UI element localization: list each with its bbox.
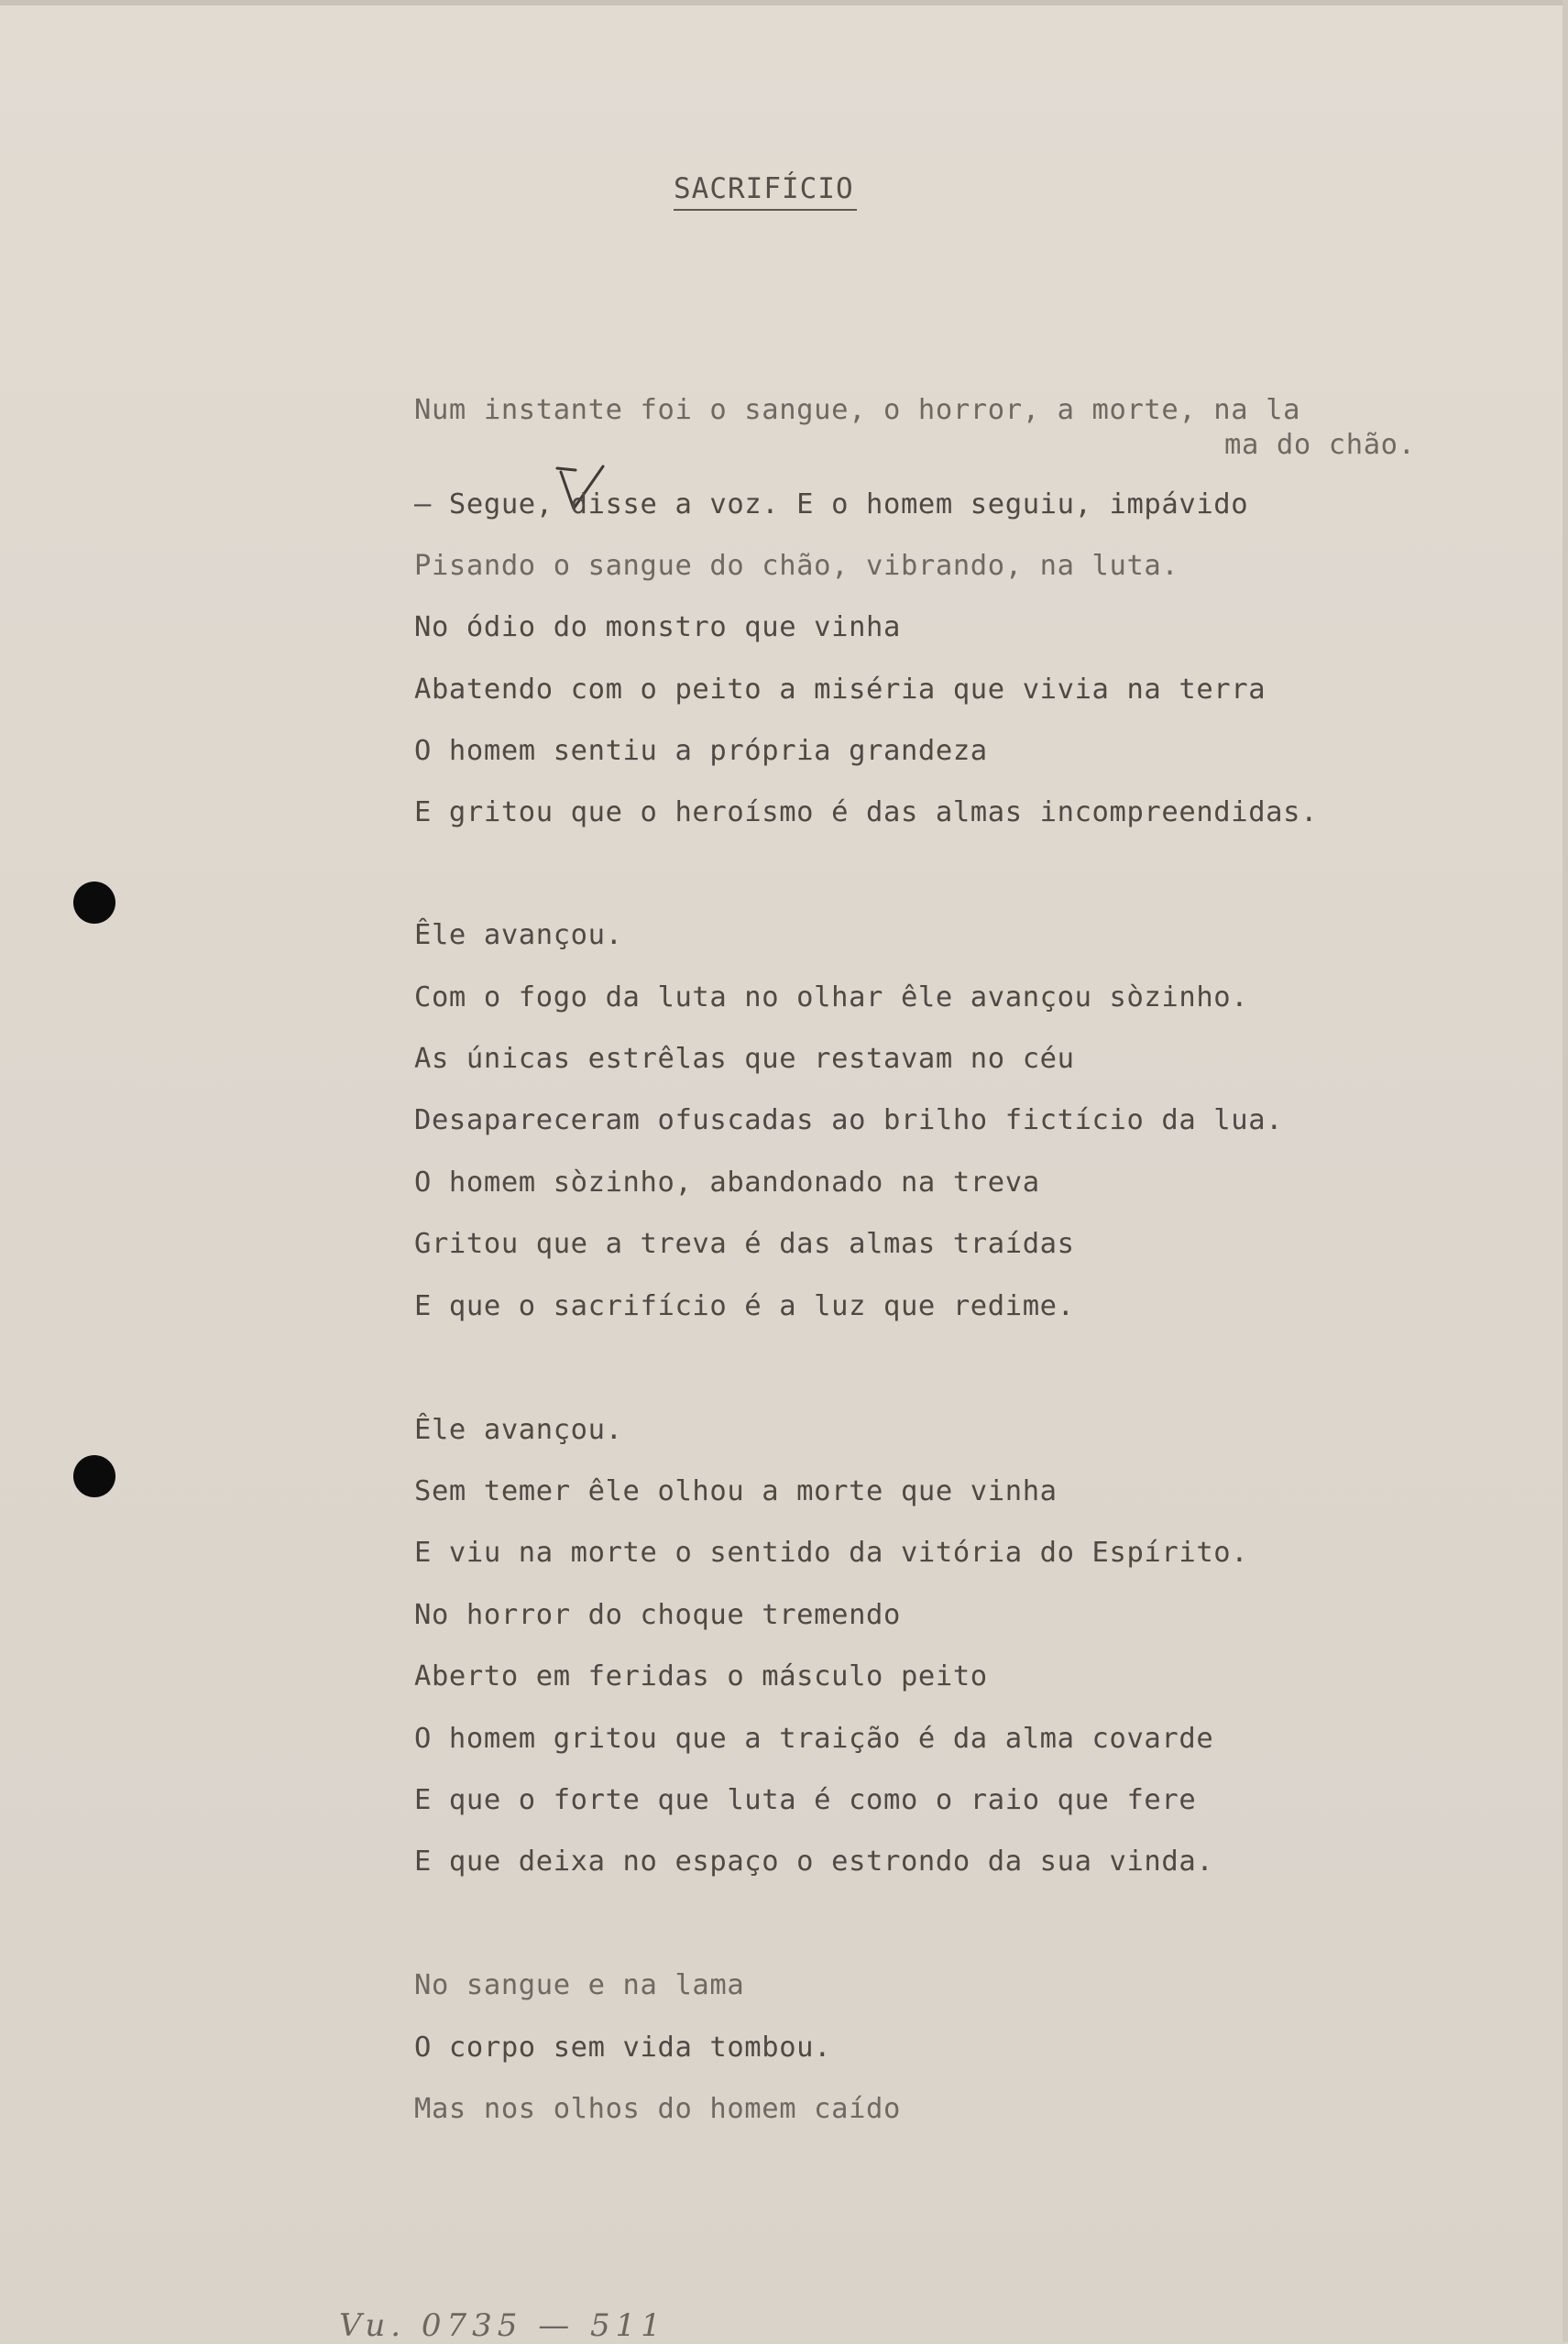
stanza3-line7: E que o forte que luta é como o raio que fere <box>414 1784 1197 1816</box>
handwritten-archive-note: Vu. 0735 — 511 <box>339 2307 666 2344</box>
stanza2-line2: Com o fogo da luta no olhar êle avançou sòzinho. <box>414 981 1249 1013</box>
stanza2-line4: Desapareceram ofuscadas ao brilho fictício da lua. <box>414 1104 1284 1136</box>
stanza2-line7: E que o sacrifício é a luz que redime. <box>414 1290 1075 1322</box>
stanza1-line1: Num instante foi o sangue, o horror, a morte, na la <box>414 394 1301 426</box>
stanza3-line3: E viu na morte o sentido da vitória do Espírito. <box>414 1537 1249 1569</box>
stanza1-line7: E gritou que o heroísmo é das almas incompreendidas. <box>414 796 1319 828</box>
stanza1-line6: O homem sentiu a própria grandeza <box>414 735 988 767</box>
paper-right-edge <box>1563 0 1568 2342</box>
stanza2-line5: O homem sòzinho, abandonado na treva <box>414 1167 1040 1199</box>
stanza4-line3: Mas nos olhos do homem caído <box>414 2093 901 2125</box>
stanza2-line3: As únicas estrêlas que restavam no céu <box>414 1043 1075 1075</box>
stanza4-line1: No sangue e na lama <box>414 1969 745 2001</box>
title-underline <box>674 209 857 211</box>
stanza3-line5: Aberto em feridas o másculo peito <box>414 1660 988 1692</box>
poem-title: SACRIFÍCIO <box>674 172 854 205</box>
stanza3-line4: No horror do choque tremendo <box>414 1599 901 1631</box>
stanza4-line2: O corpo sem vida tombou. <box>414 2032 832 2064</box>
stanza1-line2: — Segue, disse a voz. E o homem seguiu, impávido <box>414 488 1249 520</box>
stanza1-line1-continuation: ma do chão. <box>1224 429 1416 461</box>
stanza3-line2: Sem temer êle olhou a morte que vinha <box>414 1475 1058 1507</box>
stanza1-line3: Pisando o sangue do chão, vibrando, na luta. <box>414 550 1179 582</box>
paper-top-edge <box>0 0 1568 5</box>
stanza2-line1: Êle avançou. <box>414 919 623 951</box>
binder-hole-upper <box>73 882 115 924</box>
stanza1-line5: Abatendo com o peito a miséria que vivia na terra <box>414 674 1266 706</box>
binder-hole-lower <box>73 1455 115 1497</box>
stanza2-line6: Gritou que a treva é das almas traídas <box>414 1228 1075 1260</box>
stanza3-line6: O homem gritou que a traição é da alma covarde <box>414 1723 1214 1755</box>
stanza1-line4: No ódio do monstro que vinha <box>414 611 901 643</box>
stanza3-line8: E que deixa no espaço o estrondo da sua vinda. <box>414 1846 1214 1878</box>
stanza3-line1: Êle avançou. <box>414 1414 623 1446</box>
